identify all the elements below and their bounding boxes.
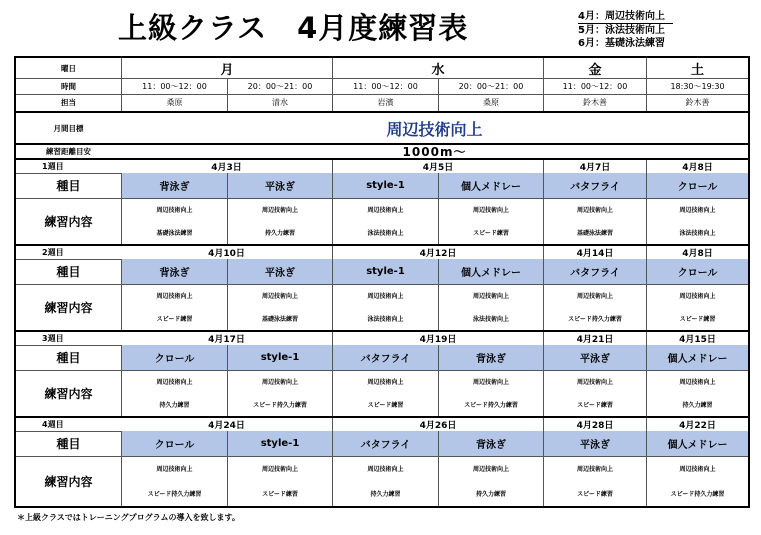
content-cell: 周辺技術向上 [332, 370, 438, 393]
day-saturday: 土 [646, 58, 748, 78]
event-cell: 個人メドレー [646, 345, 748, 370]
event-cell: style-1 [332, 259, 438, 284]
content-cell: 周辺技術向上 [121, 370, 227, 393]
event-label: 種目 [56, 265, 81, 279]
monthly-goal-value: 周辺技術向上 [386, 119, 483, 139]
week-label: 2週目 [42, 248, 64, 257]
content-cell: 周辺技術向上 [543, 370, 646, 393]
content-cell: 泳法技術向上 [438, 307, 543, 330]
week-date-monday: 4月3日 [211, 163, 242, 173]
distance-value: 1000m～ [402, 145, 467, 158]
distance-label: 練習距離目安 [46, 147, 91, 156]
week-header-row [16, 160, 748, 174]
content-label: 練習内容 [44, 386, 93, 401]
monthly-goal-row [16, 113, 748, 145]
coach-name: 鈴木善 [543, 94, 646, 111]
week-date-monday: 4月17日 [208, 335, 245, 345]
content-cell: スピード持久力練習 [646, 481, 748, 506]
content-cell: スピード練習 [227, 481, 332, 506]
footnote: ＊上級クラスではトレーニングプログラムの導入を致します。 [17, 513, 240, 522]
page-title: 上級クラス 4月度練習表 [118, 11, 469, 45]
week-date-monday: 4月10日 [208, 249, 245, 259]
content-cell: 周辺技術向上 [438, 370, 543, 393]
content-cell: スピード練習 [121, 307, 227, 330]
content-cell: 周辺技術向上 [646, 284, 748, 307]
content-cell: 周辺技術向上 [543, 284, 646, 307]
event-cell: バタフライ [332, 431, 438, 456]
event-cell: 個人メドレー [438, 259, 543, 284]
event-cell: 平泳ぎ [227, 259, 332, 284]
content-cell: 持久力練習 [438, 481, 543, 506]
content-cell: 持久力練習 [121, 393, 227, 416]
content-cell: 基礎泳法練習 [121, 221, 227, 244]
event-cell: 背泳ぎ [121, 259, 227, 284]
event-cell: style-1 [332, 173, 438, 198]
coach-name: 桑原 [438, 94, 543, 111]
content-cell: 周辺技術向上 [438, 284, 543, 307]
content-cell: 持久力練習 [646, 393, 748, 416]
event-row [16, 173, 748, 199]
content-block [16, 370, 748, 418]
event-cell: style-1 [227, 431, 332, 456]
content-cell: 周辺技術向上 [332, 456, 438, 481]
content-cell: 泳法技術向上 [332, 307, 438, 330]
content-cell: 持久力練習 [332, 481, 438, 506]
event-row [16, 259, 748, 285]
event-cell: 平泳ぎ [543, 431, 646, 456]
monthly-goals-list [578, 10, 673, 50]
content-cell: 泳法技術向上 [332, 221, 438, 244]
week-date-wednesday: 4月5日 [332, 160, 543, 173]
content-label: 練習内容 [44, 300, 93, 315]
week-header-row [16, 332, 748, 346]
event-cell: バタフライ [543, 173, 646, 198]
time-slot: 11：00～12：00 [543, 78, 646, 94]
coach-row [16, 94, 748, 113]
content-cell: 周辺技術向上 [227, 370, 332, 393]
week-date-saturday: 4月8日 [646, 160, 748, 173]
content-cell: 周辺技術向上 [543, 456, 646, 481]
event-cell: 平泳ぎ [227, 173, 332, 198]
content-cell: スピード練習 [438, 221, 543, 244]
week-date-friday: 4月21日 [543, 332, 646, 345]
content-cell: スピード練習 [543, 481, 646, 506]
coach-name: 鈴木善 [646, 94, 748, 111]
time-label: 時間 [61, 81, 76, 91]
week-date-saturday: 4月22日 [646, 418, 748, 431]
content-cell: 周辺技術向上 [332, 284, 438, 307]
content-cell: 周辺技術向上 [227, 198, 332, 221]
monthly-goal-june: 6月：基礎泳法練習 [578, 38, 665, 49]
content-cell: スピード練習 [332, 393, 438, 416]
week-date-monday: 4月24日 [208, 421, 245, 431]
content-cell: 周辺技術向上 [121, 198, 227, 221]
event-cell: 個人メドレー [438, 173, 543, 198]
event-cell: クロール [646, 259, 748, 284]
content-cell: スピード持久力練習 [438, 393, 543, 416]
content-cell: 周辺技術向上 [227, 456, 332, 481]
event-cell: クロール [646, 173, 748, 198]
week-header-row [16, 246, 748, 260]
event-cell: style-1 [227, 345, 332, 370]
event-cell: 背泳ぎ [121, 173, 227, 198]
content-cell: 周辺技術向上 [646, 456, 748, 481]
event-label: 種目 [56, 351, 81, 365]
content-cell: スピード練習 [646, 307, 748, 330]
day-wednesday: 水 [332, 58, 543, 78]
time-slot: 20：00～21：00 [227, 78, 332, 94]
content-cell: スピード持久力練習 [121, 481, 227, 506]
day-monday: 月 [121, 58, 332, 78]
coach-name: 清水 [227, 94, 332, 111]
content-block [16, 198, 748, 246]
week-label: 3週目 [42, 334, 64, 343]
event-cell: 背泳ぎ [438, 345, 543, 370]
coach-label: 担当 [61, 98, 76, 107]
time-slot: 18:30～19:30 [646, 78, 748, 94]
event-cell: 平泳ぎ [543, 345, 646, 370]
week-header-row [16, 418, 748, 432]
event-cell: クロール [121, 431, 227, 456]
week-date-wednesday: 4月19日 [332, 332, 543, 345]
content-block [16, 284, 748, 332]
content-cell: 周辺技術向上 [646, 370, 748, 393]
week-label: 1週目 [42, 162, 64, 171]
time-row [16, 78, 748, 95]
event-cell: バタフライ [332, 345, 438, 370]
week-date-friday: 4月28日 [543, 418, 646, 431]
content-cell: 周辺技術向上 [121, 456, 227, 481]
event-cell: 個人メドレー [646, 431, 748, 456]
event-cell: バタフライ [543, 259, 646, 284]
week-date-friday: 4月7日 [543, 160, 646, 173]
event-row [16, 345, 748, 371]
content-cell: 持久力練習 [227, 221, 332, 244]
weekday-label: 曜日 [61, 63, 76, 73]
content-cell: 周辺技術向上 [227, 284, 332, 307]
monthly-goal-april: 4月：周辺技術向上 [578, 10, 673, 24]
day-friday: 金 [543, 58, 646, 78]
event-label: 種目 [56, 179, 81, 193]
time-slot: 11：00～12：00 [332, 78, 438, 94]
time-slot: 20：00～21：00 [438, 78, 543, 94]
content-cell: 周辺技術向上 [332, 198, 438, 221]
distance-row [16, 145, 748, 160]
content-cell: 周辺技術向上 [646, 198, 748, 221]
week-date-wednesday: 4月12日 [332, 246, 543, 259]
week-date-friday: 4月14日 [543, 246, 646, 259]
content-cell: 泳法技術向上 [646, 221, 748, 244]
coach-name: 岩濱 [332, 94, 438, 111]
content-cell: スピード練習 [543, 393, 646, 416]
week-date-wednesday: 4月26日 [332, 418, 543, 431]
content-cell: スピード持久力練習 [543, 307, 646, 330]
content-label: 練習内容 [44, 474, 93, 489]
week-date-saturday: 4月8日 [646, 246, 748, 259]
content-label: 練習内容 [44, 214, 93, 229]
event-cell: クロール [121, 345, 227, 370]
content-cell: 基礎泳法練習 [543, 221, 646, 244]
monthly-goal-may: 5月：泳法技術向上 [578, 25, 665, 36]
event-label: 種目 [56, 437, 81, 451]
week-label: 4週目 [42, 420, 64, 429]
content-cell: 周辺技術向上 [121, 284, 227, 307]
time-slot: 11：00～12：00 [121, 78, 227, 94]
content-cell: 基礎泳法練習 [227, 307, 332, 330]
week-date-saturday: 4月15日 [646, 332, 748, 345]
coach-name: 桑原 [121, 94, 227, 111]
event-row [16, 431, 748, 457]
weekday-row [16, 58, 748, 79]
content-cell: 周辺技術向上 [438, 198, 543, 221]
content-block [16, 456, 748, 506]
content-cell: 周辺技術向上 [438, 456, 543, 481]
event-cell: 背泳ぎ [438, 431, 543, 456]
content-cell: 周辺技術向上 [543, 198, 646, 221]
content-cell: スピード持久力練習 [227, 393, 332, 416]
practice-table [14, 56, 750, 508]
monthly-goal-label: 月間目標 [53, 123, 84, 133]
